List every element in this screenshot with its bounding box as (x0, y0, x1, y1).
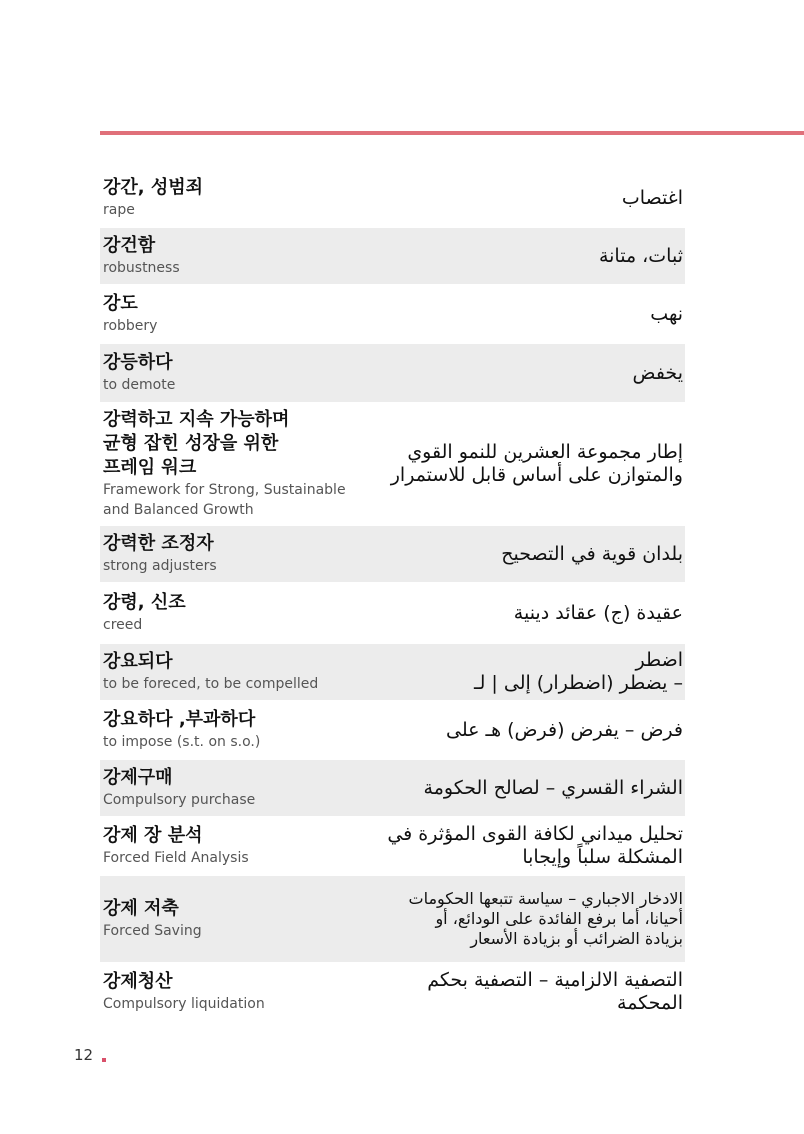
term-cell (103, 897, 202, 941)
glossary-row (100, 286, 685, 344)
arabic-term: التصفية الالزامية – التصفية بحكم المحكمة (427, 969, 683, 1014)
english-term: Framework for Strong, Sustainable and Balanced Growth (103, 482, 346, 518)
korean-term: 강제청산 (103, 971, 173, 992)
korean-term: 강도 (103, 293, 138, 314)
arabic-term: تحليل ميداني لكافة القوى المؤثرة في المشكلة سلباً وإيجابا (387, 823, 683, 868)
english-term: Forced Field Analysis (103, 850, 249, 866)
korean-term: 강력하고 지속 가능하며 균형 잡힌 성장을 위한 프레임 워크 (103, 409, 290, 478)
glossary-row (100, 228, 685, 286)
arabic-term: بلدان قوية في التصحيح (501, 542, 683, 565)
term-cell (103, 824, 249, 868)
arabic-term: ثبات، متانة (598, 244, 683, 267)
arabic-term: الادخار الاجباري – سياسة تتبعها الحكومات أحيانا، أما برفع الفائدة على الودائع، أو بزيادة الضرائب أو بزيادة الأسعار (408, 889, 683, 948)
arabic-term: اغتصاب (621, 186, 683, 209)
glossary-row (100, 584, 685, 644)
english-term: robbery (103, 318, 158, 334)
term-cell (103, 408, 346, 520)
glossary-table (100, 170, 685, 1022)
english-term: to impose (s.t. on s.o.) (103, 734, 261, 750)
english-term: Forced Saving (103, 923, 202, 939)
term-cell (103, 292, 157, 336)
page-marker-dot (102, 1058, 106, 1062)
arabic-term: إطار مجموعة العشرين للنمو القوي والمتوازن على أساس قابل للاستمرار (390, 441, 683, 486)
glossary-row (100, 964, 685, 1022)
english-term: to be foreced, to be compelled (103, 676, 319, 692)
english-term: strong adjusters (103, 558, 217, 574)
english-term: Compulsory purchase (103, 792, 256, 808)
korean-term: 강령, 신조 (103, 592, 186, 613)
page-footer (74, 1046, 106, 1064)
korean-term: 강제 장 분석 (103, 825, 203, 846)
english-term: creed (103, 617, 143, 633)
arabic-term: يخفض (632, 361, 683, 384)
glossary-row (100, 818, 685, 876)
korean-term: 강요하다 ,부과하다 (103, 709, 256, 730)
header-rule (100, 131, 804, 135)
glossary-row (100, 170, 685, 228)
glossary-row (100, 876, 685, 964)
term-cell (103, 650, 318, 694)
korean-term: 강등하다 (103, 352, 173, 373)
glossary-row (100, 344, 685, 404)
arabic-term: اضطر – يضطر (اضطرار) إلى | لـ (474, 649, 683, 694)
english-term: Compulsory liquidation (103, 996, 265, 1012)
korean-term: 강제구매 (103, 767, 173, 788)
english-term: to demote (103, 377, 176, 393)
english-term: robustness (103, 260, 180, 276)
korean-term: 강제 저축 (103, 898, 179, 919)
term-cell (103, 176, 203, 220)
korean-term: 강력한 조정자 (103, 533, 214, 554)
term-cell (103, 532, 217, 576)
term-cell (103, 591, 186, 635)
arabic-term: الشراء القسري – لصالح الحكومة (423, 776, 683, 799)
arabic-term: عقيدة (ج) عقائد دينية (513, 601, 683, 624)
glossary-row (100, 526, 685, 584)
glossary-row (100, 644, 685, 702)
term-cell (103, 766, 255, 810)
term-cell (103, 351, 175, 395)
english-term: rape (103, 202, 135, 218)
korean-term: 강요되다 (103, 651, 173, 672)
korean-term: 강간, 성범죄 (103, 177, 204, 198)
term-cell (103, 708, 260, 752)
glossary-row (100, 404, 685, 526)
page-number: 12 (74, 1046, 94, 1064)
arabic-term: نهب (650, 302, 683, 325)
term-cell (103, 234, 180, 278)
term-cell (103, 970, 265, 1014)
glossary-row (100, 702, 685, 760)
korean-term: 강건함 (103, 235, 156, 256)
glossary-row (100, 760, 685, 818)
arabic-term: فرض – يفرض (فرض) هـ على (446, 718, 683, 741)
